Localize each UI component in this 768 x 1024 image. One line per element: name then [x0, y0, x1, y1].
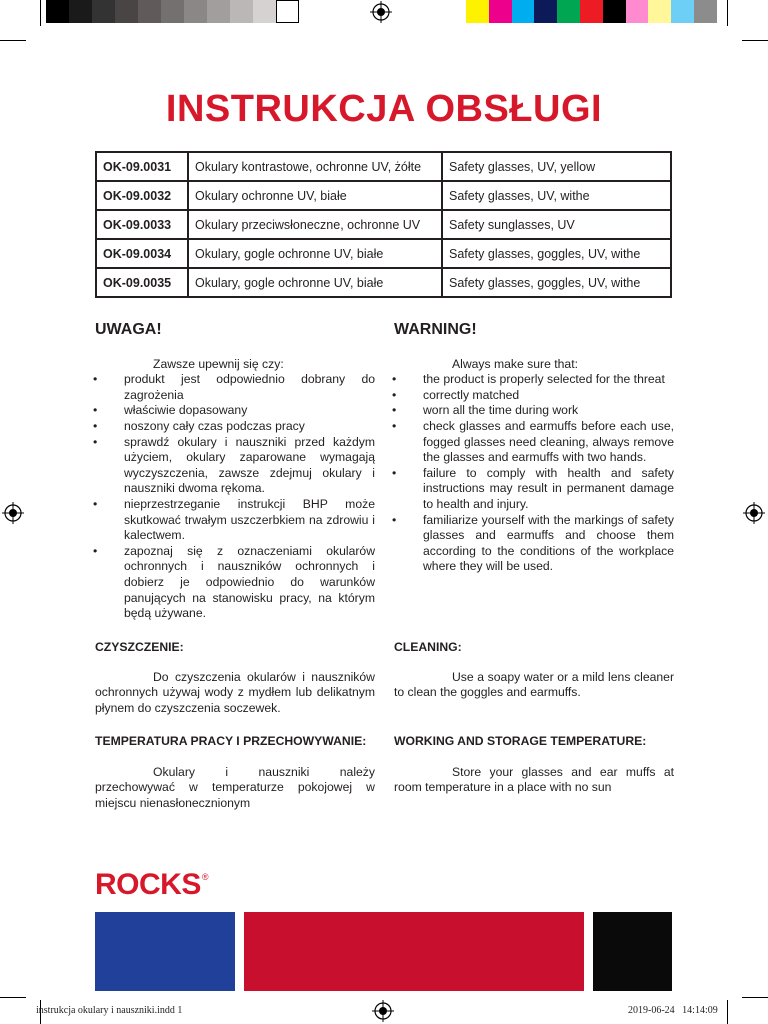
color-swatch [671, 0, 694, 23]
section-text: Store your glasses and ear muffs at room temperature in a place with no sun [394, 764, 674, 795]
cleaning-section-en [394, 640, 674, 701]
black-color-block [593, 912, 672, 991]
warning-section-pl [95, 322, 375, 622]
product-name-en: Safety sunglasses, UV [442, 210, 671, 239]
product-name-pl: Okulary przeciwsłoneczne, ochronne UV [188, 210, 442, 239]
color-swatch [534, 0, 557, 23]
temperature-section-en [394, 734, 674, 796]
product-name-pl: Okulary, gogle ochronne UV, białe [188, 239, 442, 268]
color-swatch [230, 0, 253, 23]
section-heading: CZYSZCZENIE: [95, 640, 184, 654]
section-text: Okulary i nauszniki należy przechowywać w temperaturze pokojowej w miejscu nienasłonecznionym [95, 764, 375, 810]
page-title: INSTRUKCJA OBSŁUGI [165, 88, 603, 130]
product-code: OK-09.0031 [96, 152, 188, 181]
product-table [95, 151, 672, 298]
table-row [96, 239, 671, 268]
color-swatch [184, 0, 207, 23]
product-code: OK-09.0034 [96, 239, 188, 268]
color-swatch [466, 0, 489, 23]
section-heading: WARNING! [394, 321, 477, 338]
color-swatch [207, 0, 230, 23]
rocks-logo [95, 868, 207, 902]
color-swatch [46, 0, 69, 23]
section-heading: TEMPERATURA PRACY I PRZECHOWYWANIE: [95, 734, 367, 748]
list-item: • failure to comply with health and safety instructions may result in permanent damage to health and injury. [394, 466, 674, 513]
color-swatch [276, 0, 299, 23]
product-name-en: Safety glasses, goggles, UV, withe [442, 268, 671, 297]
color-swatch [603, 0, 626, 23]
color-swatch [626, 0, 649, 23]
color-swatch [115, 0, 138, 23]
list-item: • correctly matched [394, 388, 674, 404]
list-item: • check glasses and earmuffs before each use, fogged glasses need cleaning, always remove the glasses and earmuffs with two hands. [394, 419, 674, 466]
warning-list [95, 372, 375, 622]
warning-intro: Always make sure that: [452, 356, 578, 371]
logo-text: ROCKS [95, 868, 201, 901]
section-text: Do czyszczenia okularów i nauszników ochronnych używaj wody z mydłem lub delikatnym płynem do czyszczenia soczewek. [95, 669, 375, 715]
color-swatch [694, 0, 717, 23]
list-item: • noszony cały czas podczas pracy [95, 419, 375, 435]
list-item: • the product is properly selected for the threat [394, 372, 674, 388]
section-heading: CLEANING: [394, 640, 462, 654]
section-heading: WORKING AND STORAGE TEMPERATURE: [394, 734, 647, 748]
table-row [96, 181, 671, 210]
slug-filename: instrukcja okulary i nauszniki.indd 1 [36, 1005, 183, 1016]
cleaning-section-pl [95, 640, 375, 716]
registration-mark-icon [2, 502, 24, 524]
color-swatch [580, 0, 603, 23]
blue-color-block [95, 912, 235, 991]
product-name-en: Safety glasses, UV, withe [442, 181, 671, 210]
warning-list [394, 372, 674, 575]
list-item: • sprawdź okulary i nauszniki przed każdym użyciem, okulary zaparowane wymagają wyczyszczenia, zawsze zdejmuj okulary i nauszniki dwoma rękoma. [95, 435, 375, 497]
color-swatch [92, 0, 115, 23]
product-code: OK-09.0032 [96, 181, 188, 210]
color-swatch [69, 0, 92, 23]
warning-intro: Zawsze upewnij się czy: [153, 356, 284, 371]
registration-mark-icon [372, 1000, 394, 1022]
product-name-pl: Okulary, gogle ochronne UV, białe [188, 268, 442, 297]
slug-date: 2019-06-24 [628, 1005, 675, 1016]
color-swatch [253, 0, 276, 23]
product-name-pl: Okulary ochronne UV, białe [188, 181, 442, 210]
product-name-en: Safety glasses, UV, yellow [442, 152, 671, 181]
slug-time: 14:14:09 [682, 1005, 718, 1016]
section-heading: UWAGA! [95, 321, 162, 338]
list-item: • zapoznaj się z oznaczeniami okularów ochronnych i nauszników ochronnych i dobierz je odpowiednio do warunków panujących na stanowisku pracy, na którym będą używane. [95, 544, 375, 622]
product-name-pl: Okulary kontrastowe, ochronne UV, żółte [188, 152, 442, 181]
warning-section-en [394, 322, 674, 575]
red-color-block [244, 912, 584, 991]
list-item: • właściwie dopasowany [95, 403, 375, 419]
registration-mark-icon [370, 1, 392, 23]
list-item: • familiarize yourself with the markings of safety glasses and earmuffs and choose them according to the conditions of the workplace where they will be used. [394, 513, 674, 575]
table-row [96, 268, 671, 297]
table-row [96, 210, 671, 239]
slug-timestamp [628, 1005, 718, 1016]
product-name-en: Safety glasses, goggles, UV, withe [442, 239, 671, 268]
product-code: OK-09.0033 [96, 210, 188, 239]
color-swatch [557, 0, 580, 23]
color-swatch [489, 0, 512, 23]
list-item: • worn all the time during work [394, 403, 674, 419]
table-row [96, 152, 671, 181]
color-swatch [648, 0, 671, 23]
color-swatch [138, 0, 161, 23]
list-item: • produkt jest odpowiednio dobrany do zagrożenia [95, 372, 375, 403]
product-code: OK-09.0035 [96, 268, 188, 297]
list-item: • nieprzestrzeganie instrukcji BHP może skutkować trwałym uszczerbkiem na zdrowiu i kalectwem. [95, 497, 375, 544]
section-text: Use a soapy water or a mild lens cleaner to clean the goggles and earmuffs. [394, 669, 674, 700]
registration-mark-icon [743, 502, 765, 524]
color-swatch [161, 0, 184, 23]
registered-mark: ® [201, 872, 208, 882]
color-swatch [512, 0, 535, 23]
temperature-section-pl [95, 734, 375, 811]
